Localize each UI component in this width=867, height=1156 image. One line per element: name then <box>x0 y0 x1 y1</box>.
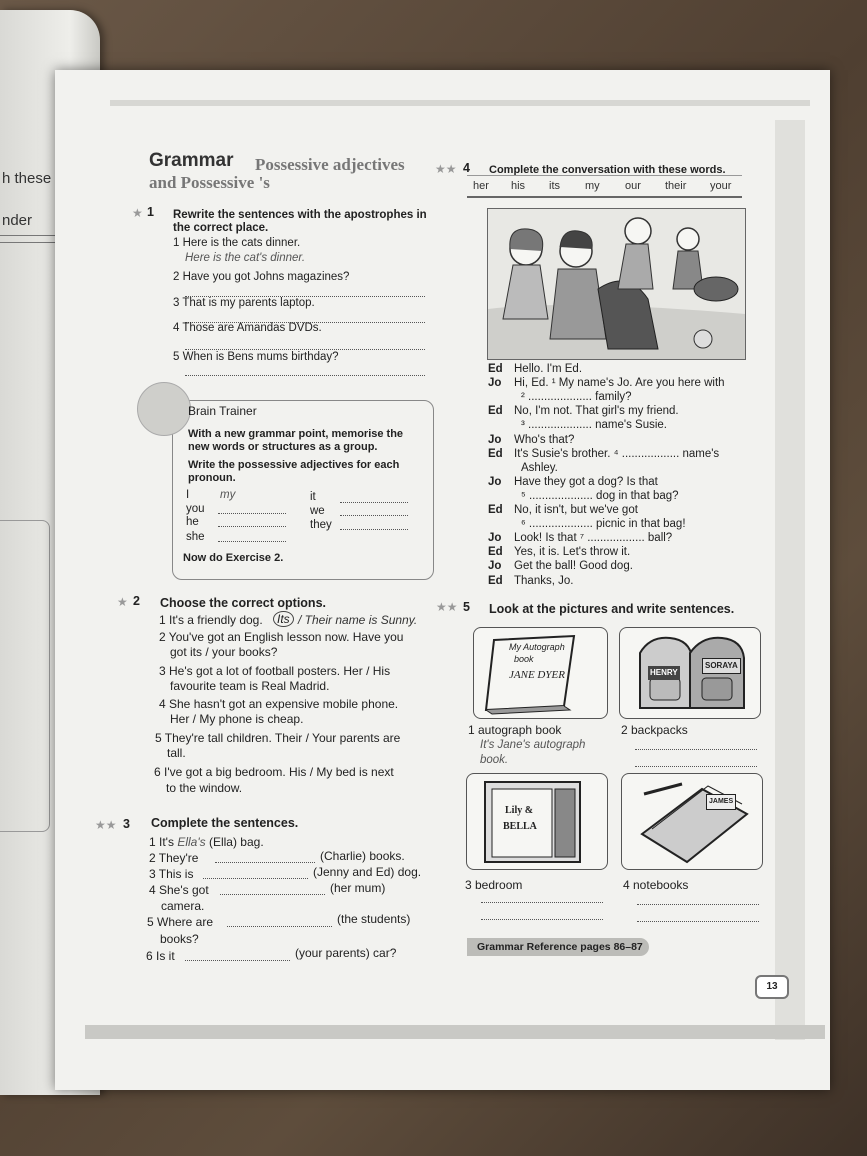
page-number: 13 <box>755 975 789 999</box>
exercise-item: / Their name is Sunny. <box>298 613 418 627</box>
dialogue-line: Look! Is that ⁷ .................. ball? <box>514 532 673 545</box>
dialogue-speaker: Jo <box>488 377 502 390</box>
book-label: My Autograph <box>509 642 565 652</box>
exercise-item: (Charlie) books. <box>320 849 405 863</box>
top-band <box>110 100 810 106</box>
left-page-fragment: nder <box>2 212 33 229</box>
dialogue-speaker: Jo <box>488 532 502 545</box>
book-label: book <box>514 654 534 664</box>
exercise-item: 2 They're <box>149 851 199 865</box>
exercise-item: 1 It's a friendly dog. <box>159 613 263 627</box>
dialogue-speaker: Jo <box>488 560 502 573</box>
exercise-item: 5 They're tall children. Their / Your parents are <box>155 731 401 745</box>
children-picnic-illustration <box>488 209 745 359</box>
exercise-item: (your parents) car? <box>295 946 397 960</box>
page-subtitle: Possessive adjectives <box>255 155 405 174</box>
star-icon: ★ <box>117 595 128 609</box>
answer-line[interactable] <box>185 375 425 376</box>
dialogue-line: Get the ball! Good dog. <box>514 560 633 573</box>
exercise-item: 2 backpacks <box>621 723 688 737</box>
answer-line[interactable] <box>185 960 290 961</box>
word-option: her <box>473 180 489 192</box>
example-answer: Ella's <box>177 835 206 849</box>
picture-notebooks <box>621 773 763 870</box>
dialogue-speaker: Ed <box>488 504 503 516</box>
answer-line[interactable] <box>215 862 315 863</box>
picture-backpacks <box>619 627 761 719</box>
exercise-number: 1 <box>147 205 154 219</box>
exercise-item: (Jenny and Ed) dog. <box>313 865 422 879</box>
dialogue-speaker: Ed <box>488 363 503 375</box>
dialogue-speaker: Ed <box>488 574 503 587</box>
answer-line[interactable] <box>481 919 603 920</box>
example-answer: Here is the cat's dinner. <box>185 252 306 264</box>
exercise-instruction: the correct place. <box>173 222 269 234</box>
exercise-item: favourite team is Real Madrid. <box>170 679 330 693</box>
brain-icon <box>137 382 191 436</box>
answer-line[interactable] <box>220 894 325 895</box>
exercise-item: got its / your books? <box>170 645 278 659</box>
exercise-item: 1 autograph book <box>468 723 562 737</box>
exercise-item: 2 Have you got Johns magazines? <box>173 271 350 283</box>
word-box <box>467 175 742 198</box>
pronoun: I <box>186 489 190 501</box>
star-icon: ★★ <box>435 162 457 176</box>
dialogue-line: Have they got a dog? Is that <box>514 475 658 488</box>
answer-line[interactable] <box>637 904 759 905</box>
door-sign: Lily & <box>505 805 534 816</box>
exercise-item: 5 When is Bens mums birthday? <box>173 351 339 363</box>
pronoun: they <box>310 519 332 531</box>
pronoun: he <box>186 516 199 528</box>
dialogue-line: Who's that? <box>514 433 575 446</box>
answer-line[interactable] <box>340 502 408 503</box>
dialogue-line: ² .................... family? <box>521 391 632 404</box>
bottom-band <box>85 1025 825 1039</box>
notebooks-icon <box>622 774 762 869</box>
workbook-page <box>55 70 830 1090</box>
answer-line[interactable] <box>340 515 408 516</box>
dialogue-speaker: Ed <box>488 546 503 559</box>
exercise-item: to the window. <box>166 781 243 795</box>
exercise-item: tall. <box>167 746 186 760</box>
exercise-item <box>149 835 264 849</box>
star-icon: ★★ <box>436 600 458 614</box>
exercise-item: 3 He's got a lot of football posters. Her / His <box>159 664 391 678</box>
exercise-item: 4 notebooks <box>623 878 689 892</box>
exercise-instruction: Complete the sentences. <box>151 816 299 830</box>
exercise-item: (the students) <box>337 912 411 926</box>
answer-line[interactable] <box>635 766 757 767</box>
backpack-label: SORAYA <box>702 658 741 674</box>
pronoun: you <box>186 503 205 515</box>
dialogue-line: No, I'm not. That girl's my friend. <box>514 405 679 418</box>
dialogue-line: ⁶ .................... picnic in that bag! <box>521 518 686 531</box>
dialogue-line: Yes, it is. Let's throw it. <box>514 546 631 559</box>
exercise-item: 1 Here is the cats dinner. <box>173 237 301 249</box>
brain-trainer-text: pronoun. <box>188 472 236 484</box>
picture-autograph-book <box>473 627 608 719</box>
exercise-number: 2 <box>133 594 140 608</box>
answer-line[interactable] <box>218 541 286 542</box>
brain-trainer-text: Write the possessive adjectives for each <box>188 459 400 471</box>
word-option: my <box>585 180 600 192</box>
dialogue-speaker: Jo <box>488 475 502 488</box>
answer-line[interactable] <box>340 529 408 530</box>
picture-bedroom <box>466 773 608 870</box>
dialogue-line: Ashley. <box>521 461 558 474</box>
left-page-box <box>0 520 50 832</box>
conversation-illustration <box>487 208 746 360</box>
exercise-item: 2 You've got an English lesson now. Have you <box>159 630 404 644</box>
bedroom-door-icon <box>467 774 607 869</box>
backpack-label: HENRY <box>648 666 680 680</box>
dialogue-speaker: Ed <box>488 405 503 418</box>
exercise-item: 6 I've got a big bedroom. His / My bed is next <box>154 765 394 779</box>
item-text: (Ella) bag. <box>205 835 264 849</box>
dialogue-line: ³ .................... name's Susie. <box>521 419 667 432</box>
dialogue-line: Hello. I'm Ed. <box>514 363 583 375</box>
answer-line[interactable] <box>218 513 286 514</box>
exercise-item: books? <box>160 932 199 946</box>
exercise-item: 4 She's got <box>149 883 209 897</box>
example-answer: It's Jane's autograph <box>480 739 586 751</box>
dialogue-speaker: Jo <box>488 433 502 446</box>
exercise-item: 5 Where are <box>147 915 214 929</box>
dialogue-line: Thanks, Jo. <box>514 574 574 587</box>
answer-line[interactable] <box>203 878 308 879</box>
exercise-number: 4 <box>463 161 470 175</box>
exercise-item: Her / My phone is cheap. <box>170 712 304 726</box>
answer-line[interactable] <box>637 921 759 922</box>
door-sign: BELLA <box>503 821 537 832</box>
exercise-item: 3 bedroom <box>465 878 523 892</box>
answer-line[interactable] <box>481 902 603 903</box>
grammar-reference-link[interactable]: Grammar Reference pages 86–87 <box>467 938 649 956</box>
exercise-instruction: Look at the pictures and write sentences. <box>489 602 735 616</box>
exercise-instruction: Rewrite the sentences with the apostrophes in <box>173 209 427 221</box>
answer-line[interactable] <box>227 926 332 927</box>
page-subtitle: and Possessive 's <box>149 173 270 192</box>
right-band <box>775 120 805 1040</box>
left-page-fragment: h these <box>2 170 52 187</box>
dialogue-line: No, it isn't, but we've got <box>514 504 638 516</box>
word-option: their <box>665 180 687 192</box>
star-icon: ★★ <box>95 818 117 832</box>
pronoun: it <box>310 491 316 503</box>
dialogue-line: Hi, Ed. ¹ My name's Jo. Are you here with <box>514 377 725 390</box>
brain-trainer-footer: Now do Exercise 2. <box>183 552 284 564</box>
star-icon: ★ <box>132 206 143 220</box>
exercise-item: 3 This is <box>149 867 194 881</box>
word-option: its <box>549 180 560 192</box>
dialogue-speaker: Ed <box>488 447 503 460</box>
exercise-item: camera. <box>161 899 205 913</box>
word-option: our <box>625 180 641 192</box>
brain-trainer-text: new words or structures as a group. <box>188 441 378 453</box>
brain-trainer-text: With a new grammar point, memorise the <box>188 428 404 440</box>
answer-line[interactable] <box>635 749 757 750</box>
dialogue-line: ⁵ .................... dog in that bag? <box>521 489 679 502</box>
pronoun: she <box>186 531 205 543</box>
book-label: JANE DYER <box>509 669 565 681</box>
item-text: 1 It's <box>149 835 178 849</box>
pronoun-example: my <box>220 489 236 501</box>
exercise-item: 3 That is my parents laptop. <box>173 297 315 309</box>
word-option: his <box>511 180 526 192</box>
dialogue-line: It's Susie's brother. ⁴ .................. name's <box>514 447 720 460</box>
pronoun: we <box>310 505 325 517</box>
example-answer: book. <box>480 754 509 766</box>
exercise-instruction: Complete the conversation with these words. <box>489 164 726 176</box>
answer-line[interactable] <box>218 526 286 527</box>
page-title: Grammar <box>149 150 234 171</box>
word-option: your <box>710 180 732 192</box>
exercise-item: 6 Is it <box>146 949 175 963</box>
exercise-instruction: Choose the correct options. <box>160 596 326 610</box>
exercise-item: 4 Those are Amandas DVDs. <box>173 322 322 334</box>
exercise-number: 5 <box>463 600 470 614</box>
exercise-number: 3 <box>123 817 130 831</box>
brain-trainer-title: Brain Trainer <box>188 404 257 418</box>
exercise-item: (her mum) <box>330 881 386 895</box>
exercise-item: 4 She hasn't got an expensive mobile phone. <box>159 697 399 711</box>
notebook-label: JAMES <box>706 794 736 810</box>
selected-option[interactable]: Its <box>273 611 294 627</box>
